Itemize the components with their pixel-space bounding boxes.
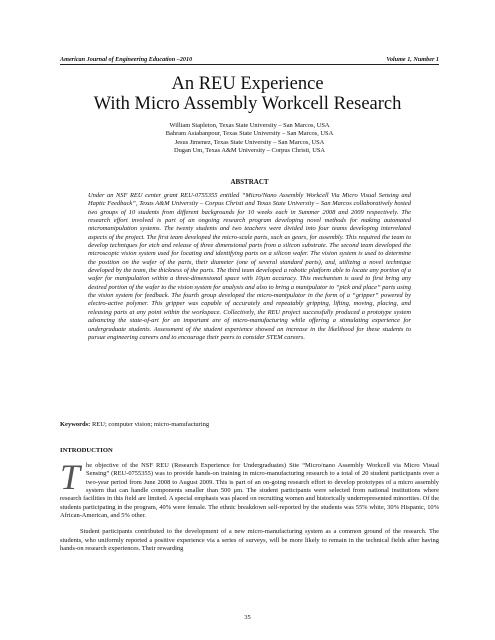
keywords-label: Keywords: [60,421,91,428]
page-number: 35 [244,614,251,621]
paper-title [40,74,455,114]
title-line-1: An REU Experience [171,74,324,94]
running-header [60,56,439,65]
intro-paragraph-1-text: he objective of the NSF REU (Research Experience for Undergraduates) Site “Micro/nano Assembly Workcell via Micro Visual Sensing” (REU-0755355) was to provide hands-on training in micro-manufacturing research to a total of 20 student participants over a two-year period from June 2008 to August 2009. This is part of an on-going research effort to develop prototypes of a micro assembly system that can handle components smaller than 500 µm. The student participants were selected from national institutions where research facilities in this field are limited. A special emphasis was placed on recruiting women and historically underrepresented minorities. Of the students participating in the program, 40% were female. The ethnic breakdown self-reported by the students was 55% white, 30% Hispanic, 10% African-American, and 5% other. [60,462,439,520]
intro-paragraph-2: Student participants contributed to the development of a new micro-manufacturing system as a common ground of the research. The students, who uniformly reported a positive experience via a series of surveys, will be more likely to remain in the technical fields after having hands-on research experiences. Their rewarding [60,528,439,553]
intro-paragraph-1 [60,457,439,520]
introduction-heading: INTRODUCTION [60,447,113,454]
keywords-text: REU; computer vision; micro-manufacturing [91,421,210,428]
author-3: Jesus Jimenez, Texas State University – San Marcos, USA [174,138,325,146]
volume-number: Volume 1, Number 1 [386,56,439,63]
drop-cap: T [60,457,81,497]
author-4: Dugan Um, Texas A&M University – Corpus Christi, USA [173,147,326,155]
title-line-2: With Micro Assembly Workcell Research [93,94,402,114]
author-2: Bahram Asiabanpour, Texas State University – San Marcos, USA [165,130,334,138]
abstract-heading: ABSTRACT [230,178,269,186]
keywords [60,421,439,429]
author-1: William Stapleton, Texas State University – San Marcos, USA [169,122,330,129]
journal-name: American Journal of Engineering Education –2010 [60,56,193,63]
author-list [60,122,439,156]
introduction-body [60,457,439,561]
abstract-body: Under an NSF REU center grant REU-0755355 entitled “Micro/Nano Assembly Workcell Via Micro Visual Sensing and Haptic Feedback”, Texas A&M University – Corpus Christi and Texas State University – San Marcos collaboratively hosted two groups of 10 students from different backgrounds for 10 weeks each in Summer 2008 and 2009 respectively. The research effort involved is part of an ongoing research program developing novel methods for making automated micromanipulation systems. The twenty students and two teachers were divided into four teams developing interrelated aspects of the project. The first team developed the micro-scale parts, such as gears, for assembly. This required the team to develop techniques for etch and release of three dimensional parts from a silicon substrate. The second team developed the microscopic vision system used for locating and identifying parts on a silicon wafer. The vision system is used to determine the position on the wafer of the parts, their diameter (one of several standard parts), and, utilizing a novel technique developed by the team, the thickness of the parts. The third team developed a robotic platform able to locate any portion of a wafer for manipulation within a three-dimensional space with 10µm accuracy. This mechanism is used to first bring any desired portion of the wafer to the vision system for analysis and also to bring a manipulator to “pick and place” parts using the vision system for feedback. The fourth group developed the micro-manipulator in the form of a “gripper” powered by electro-active polymer. This gripper was capable of accurately and repeatably gripping, lifting, moving, placing, and releasing parts at any point within the workspace. Collectively, the REU project successfully produced a prototype system advancing the state-of-art for an important are of micro-manufacturing while offering a stimulating experience for undergraduate students. Assessment of the student experience showed an increase in the likelihood for these students to pursue engineering careers and to encourage their peers to consider STEM careers. [88,192,411,341]
